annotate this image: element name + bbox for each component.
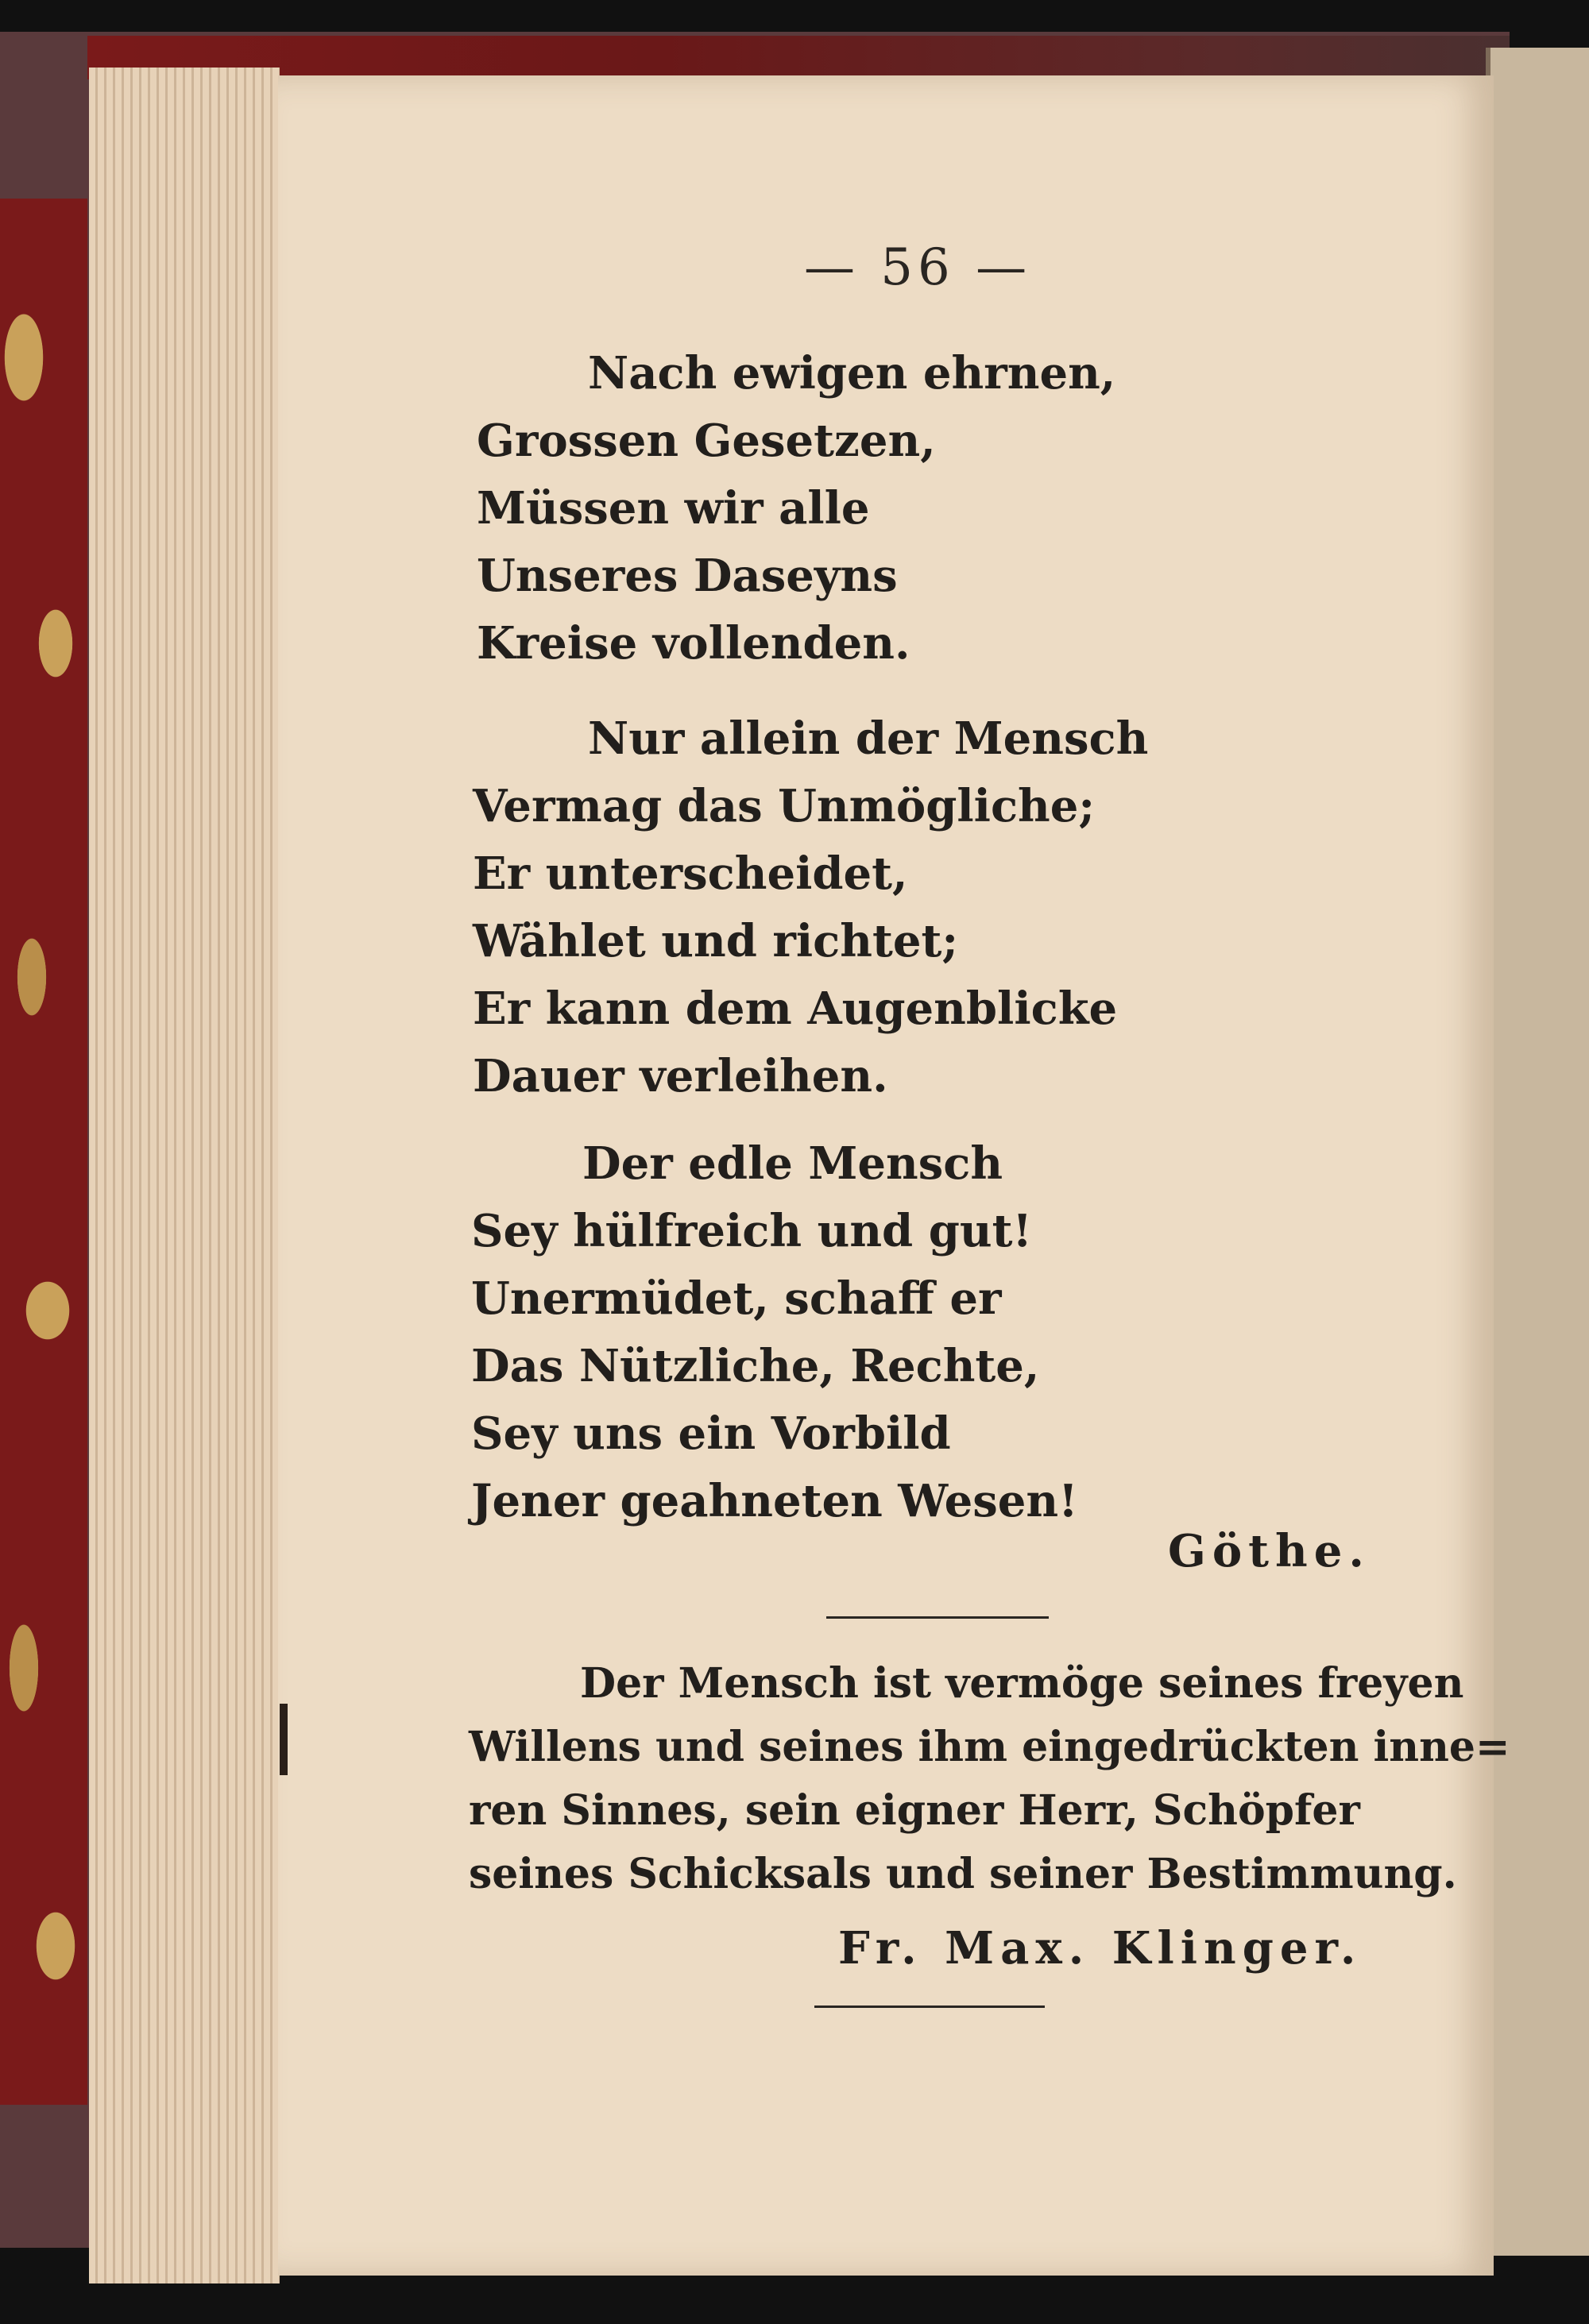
verse-line: Nach ewigen ehrnen,: [588, 347, 1116, 400]
poem-author: Göthe.: [1168, 1525, 1371, 1577]
verse-line: Unseres Daseyns: [477, 550, 898, 602]
page-stack-edges: [89, 68, 280, 2283]
verse-line: Vermag das Unmögliche;: [473, 780, 1096, 832]
cover-top-edge: [87, 36, 1510, 79]
quote-line: ren Sinnes, sein eigner Herr, Schöpfer: [469, 1786, 1360, 1835]
verse-line: Jener geahneten Wesen!: [471, 1475, 1078, 1527]
verse-line: Nur allein der Mensch: [588, 712, 1149, 765]
divider-rule: [826, 1616, 1049, 1619]
end-rule: [814, 2006, 1045, 2008]
page-number: — 56 —: [803, 238, 1032, 297]
verse-line: Wählet und richtet;: [473, 915, 958, 967]
verse-line: Kreise vollenden.: [477, 617, 910, 670]
verse-line: Er kann dem Augenblicke: [473, 982, 1118, 1035]
marbled-endpaper: [0, 199, 87, 2105]
quote-line: seines Schicksals und seiner Bestimmung.: [469, 1850, 1457, 1898]
verse-line: Grossen Gesetzen,: [477, 415, 936, 467]
facing-page-edge: [1486, 48, 1589, 2256]
quote-line: Willens und seines ihm eingedrückten inne=: [469, 1723, 1510, 1771]
verse-line: Er unterscheidet,: [473, 847, 908, 900]
verse-line: Der edle Mensch: [582, 1137, 1003, 1190]
verse-line: Das Nützliche, Rechte,: [471, 1340, 1040, 1392]
binding-mark: [280, 1704, 288, 1775]
verse-line: Dauer verleihen.: [473, 1050, 888, 1102]
verse-line: Sey uns ein Vorbild: [471, 1407, 951, 1460]
verse-line: Unermüdet, schaff er: [471, 1272, 1002, 1325]
verse-line: Müssen wir alle: [477, 482, 870, 535]
quote-author: Fr. Max. Klinger.: [838, 1922, 1363, 1975]
quote-line: Der Mensch ist vermöge seines freyen: [580, 1659, 1464, 1708]
verse-line: Sey hülfreich und gut!: [471, 1205, 1033, 1257]
